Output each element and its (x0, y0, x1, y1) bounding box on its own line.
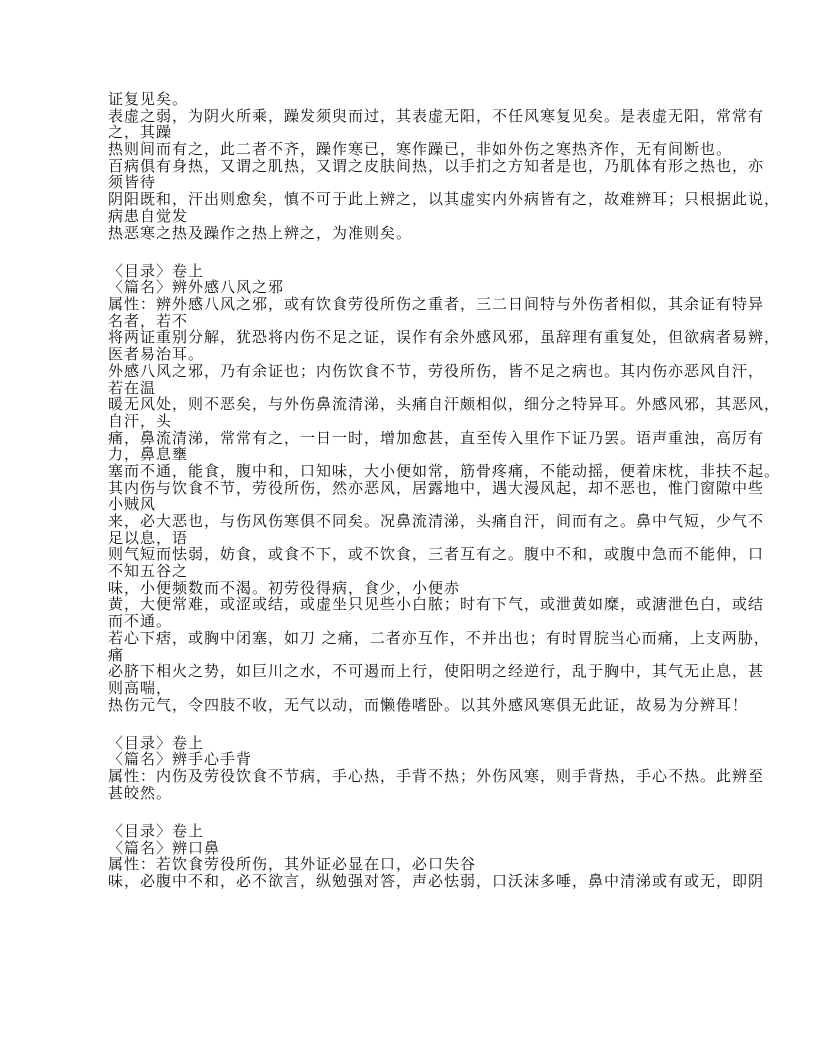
text-line: 属性：若饮食劳役所伤，其外证必显在口，必口失谷 (108, 855, 477, 874)
section-1 (108, 90, 781, 242)
text-line: 须皆待 (108, 173, 157, 192)
text-line: 热伤元气，令四肢不收，无气以动，而懒倦嗜卧。以其外感风寒俱无此证，故易为分辨耳！ (108, 695, 749, 714)
text-line: 证复见矣。 (108, 90, 189, 108)
section-spacer (108, 713, 708, 735)
text-line: 来，必大恶也，与伤风伤寒俱不同矣。况鼻流清涕，头痛自汗，间而有之。鼻中气短，少气不 (108, 512, 765, 530)
text-line: 若在温 (108, 378, 157, 397)
text-line: 将两证重别分解，犹恐将内伤不足之证，误作有余外感风邪，虽辞理有重复处，但欲病者易辨， (108, 328, 781, 347)
text-line: 其内伤与饮食不节，劳役所伤，然亦恶风，居露地中，遇大漫风起，却不恶也，惟门窗隙中些 (108, 478, 765, 497)
text-line: 塞而不通，能食，腹中和，口知味，大小便如常，筋骨疼痛，不能动摇，便着床枕，非扶不起。 (108, 461, 781, 480)
chapter-title: 〈篇名〉辨外感八风之邪 (108, 278, 285, 297)
text-line: 外感八风之邪，乃有余证也；内伤饮食不节，劳役所伤，皆不足之病也。其内伤亦恶风自汗， (108, 361, 765, 380)
text-line: 小贼风 (108, 495, 157, 514)
section-spacer (108, 241, 708, 263)
text-line: 病患自觉发 (108, 206, 189, 225)
text-line: 名者，若不 (108, 311, 189, 330)
text-line: 痛 (108, 645, 125, 664)
text-line: 痛，鼻流清涕，常常有之，一日一时，增加愈甚，直至传入里作下证乃罢。语声重浊，高厉有 (108, 428, 765, 447)
text-line: 自汗，头 (108, 411, 173, 430)
section-bian-kou-bi (108, 822, 765, 891)
text-line: 阴阳既和，汗出则愈矣，慎不可于此上辨之，以其虚实内外病皆有之，故难辨耳；只根据此说， (108, 190, 781, 209)
text-line: 医者易治耳。 (108, 345, 205, 364)
section-bian-wai-gan-ba-feng (108, 261, 781, 714)
section-bian-shou-xin-shou-bei (108, 733, 765, 802)
text-line: 则气短而怯弱，妨食，或食不下，或不饮食，三者互有之。腹中不和，或腹中急而不能伸，口 (108, 545, 765, 564)
text-line: 热则间而有之，此二者不齐，躁作寒已，寒作躁已，非如外伤之寒热齐作，无有间断也。 (108, 140, 733, 159)
document-page (108, 90, 781, 891)
text-line: 表虚之弱，为阴火所乘，躁发须臾而过，其表虚无阳，不任风寒复见矣。是表虚无阳，常常有 (108, 106, 765, 125)
section-spacer (108, 802, 708, 824)
text-line: 味，小便频数而不渴。初劳役得病，食少，小便赤 (108, 578, 461, 597)
text-line: 百病俱有身热，又谓之肌热，又谓之皮肤间热，以手扪之方知者是也，乃肌体有形之热也，亦 (108, 156, 765, 175)
text-line: 甚皎然。 (108, 783, 173, 802)
text-line: 属性：内伤及劳役饮食不节病，手心热，手背不热；外伤风寒，则手背热，手心不热。此辨至 (108, 767, 765, 786)
catalog-heading: 〈目录〉卷上 (108, 733, 205, 752)
text-line: 味，必腹中不和，必不欲言，纵勉强对答，声必怯弱，口沃沫多唾，鼻中清涕或有或无，即阴 (108, 872, 765, 891)
text-line: 不知五谷之 (108, 562, 189, 581)
text-line: 之，其躁 (108, 123, 173, 142)
text-line: 黄，大便常难，或涩或结，或虚坐只见些小白脓；时有下气，或泄黄如糜，或溏泄色白，或结 (108, 595, 765, 614)
text-line: 属性：辨外感八风之邪，或有饮食劳役所伤之重者，三二日间特与外伤者相似，其余证有特异 (108, 295, 765, 314)
text-line: 而不通。 (108, 612, 173, 631)
catalog-heading: 〈目录〉卷上 (108, 261, 205, 280)
text-line: 热恶寒之热及躁作之热上辨之，为准则矣。 (108, 223, 413, 242)
text-line: 暖无风处，则不恶矣，与外伤鼻流清涕，头痛自汗颇相似，细分之特异耳。外感风邪，其恶风， (108, 395, 781, 414)
text-line: 则高喘， (108, 678, 173, 697)
catalog-heading: 〈目录〉卷上 (108, 822, 205, 840)
text-line: 力，鼻息壅 (108, 445, 189, 464)
text-line: 若心下痞，或胸中闭塞，如刀 之痛，二者亦互作，不并出也；有时胃脘当心而痛，上支两胁， (108, 628, 770, 647)
text-line: 足以息，语 (108, 528, 189, 547)
chapter-title: 〈篇名〉辨口鼻 (108, 838, 221, 857)
chapter-title: 〈篇名〉辨手心手背 (108, 750, 253, 769)
text-line: 必脐下相火之势，如巨川之水，不可遏而上行，使阳明之经逆行，乱于胸中，其气无止息，甚 (108, 662, 765, 681)
